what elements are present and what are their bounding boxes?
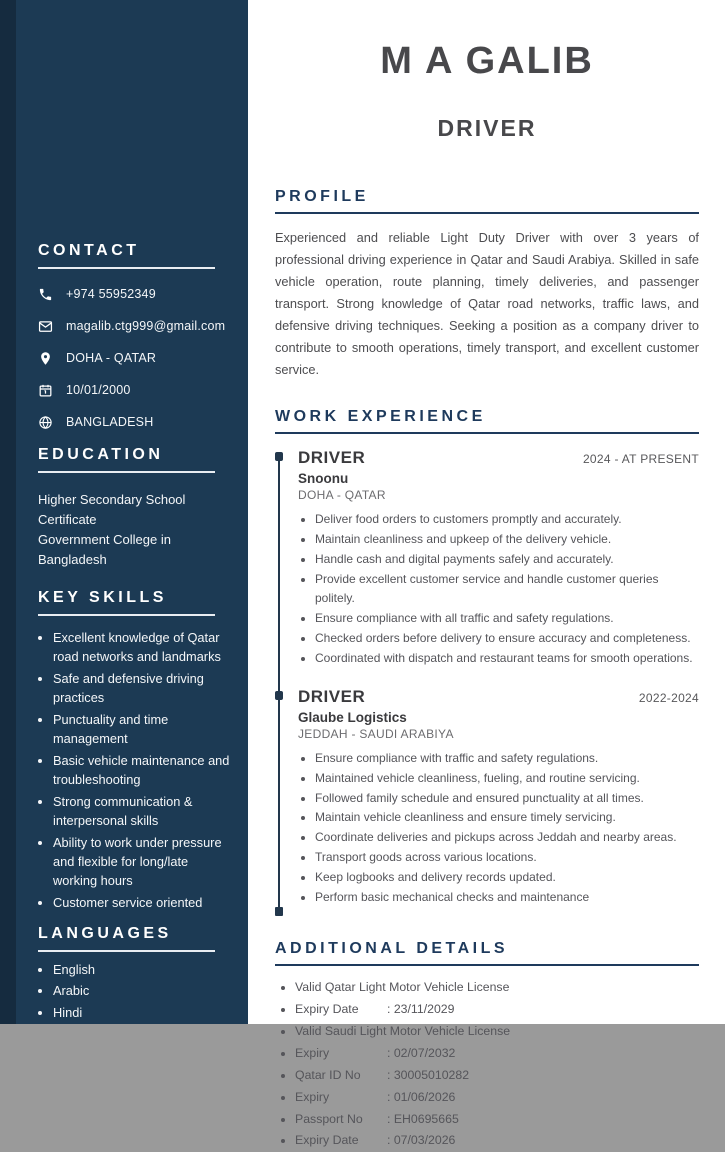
detail-item xyxy=(295,1130,699,1152)
job-duty: • Ensure compliance with all traffic and safety regulations. xyxy=(315,609,699,628)
profile-section-title: PROFILE xyxy=(275,188,369,205)
profile-section xyxy=(275,188,699,381)
job-duties-list xyxy=(298,510,699,668)
language-item: • Arabic xyxy=(53,982,230,1001)
job-location: JEDDAH - SAUDI ARABIYA xyxy=(298,726,454,741)
key-skills-section xyxy=(38,589,230,913)
detail-label: Valid Qatar Light Motor Vehicle License xyxy=(295,980,510,995)
education-line: Higher Secondary School Certificate xyxy=(38,492,186,527)
contact-section-title: CONTACT xyxy=(38,242,140,259)
languages-rule xyxy=(38,950,215,952)
key-skills-rule xyxy=(38,614,215,616)
skill-item: • Ability to work under pressure and flexible for long/late working hours xyxy=(53,834,230,890)
job-duty: • Keep logbooks and delivery records updated. xyxy=(315,868,699,887)
education-section-title: EDUCATION xyxy=(38,446,164,463)
globe-icon xyxy=(38,415,53,430)
job-header xyxy=(298,448,699,468)
skill-item: • Strong communication & interpersonal skills xyxy=(53,793,230,830)
location-icon xyxy=(38,351,53,366)
detail-value: : 07/03/2026 xyxy=(387,1133,456,1148)
work-experience-rule xyxy=(275,432,699,434)
contact-item-nationality xyxy=(38,414,230,430)
education-rule xyxy=(38,471,215,473)
skill-item: • Punctuality and time management xyxy=(53,711,230,748)
detail-item xyxy=(295,1065,699,1087)
detail-label: Expiry Date xyxy=(295,1133,359,1148)
contact-item-phone xyxy=(38,286,230,302)
contact-item-location xyxy=(38,350,230,366)
contact-item-email xyxy=(38,318,230,334)
detail-label: Expiry xyxy=(295,1089,330,1104)
job-location: DOHA - QATAR xyxy=(298,488,386,502)
detail-label: Expiry xyxy=(295,1045,330,1060)
detail-value: : 30005010282 xyxy=(387,1067,470,1082)
profile-text: Experienced and reliable Light Duty Driver with over 3 years of professional driving experience in Qatar and Saudi Arabiya. Skilled in safe vehicle operation, route planning, timely deliveries, and passenger transport. Strong knowledge of Qatar road networks, traffic laws, and defensive driving techniques. Seeking a position as a company driver to contribute to smooth operations, timely transport, and excellent customer service. xyxy=(275,230,699,377)
contact-birthdate-text: 10/01/2000 xyxy=(66,383,131,397)
key-skills-section-title: KEY SKILLS xyxy=(38,589,167,606)
detail-item xyxy=(295,1109,699,1131)
job-duty: • Coordinate deliveries and pickups across Jeddah and nearby areas. xyxy=(315,828,699,847)
skill-item: • Excellent knowledge of Qatar road networks and landmarks xyxy=(53,629,230,666)
contact-item-birthdate xyxy=(38,382,230,398)
email-icon xyxy=(38,319,53,334)
skill-item: • Safe and defensive driving practices xyxy=(53,670,230,707)
candidate-name: M A GALIB xyxy=(380,40,594,82)
languages-section xyxy=(38,925,230,1023)
job-title: DRIVER xyxy=(298,686,366,706)
detail-value: : 23/11/2029 xyxy=(387,1002,455,1017)
work-experience-section-title: WORK EXPERIENCE xyxy=(275,408,486,425)
job-period: 2024 - AT PRESENT xyxy=(582,452,699,466)
detail-label: Expiry Date xyxy=(295,1002,359,1017)
sidebar xyxy=(0,0,248,1024)
calendar-icon xyxy=(38,383,53,398)
detail-value: : EH0695665 xyxy=(387,1111,459,1126)
job-duty: • Perform basic mechanical checks and maintenance xyxy=(315,888,699,907)
contact-location-text: DOHA - QATAR xyxy=(66,351,157,365)
additional-details-list xyxy=(275,977,699,1152)
detail-item xyxy=(295,977,699,999)
job-duty: • Coordinated with dispatch and restaurant teams for smooth operations. xyxy=(315,649,699,668)
detail-label: Qatar ID No xyxy=(295,1067,361,1082)
timeline-end-marker xyxy=(275,907,283,916)
job-company: Snoonu xyxy=(298,471,349,486)
job-company: Glaube Logistics xyxy=(298,709,407,725)
jobs-timeline xyxy=(275,448,699,916)
job-duty: • Maintain cleanliness and upkeep of the delivery vehicle. xyxy=(315,530,699,549)
job-duty: • Handle cash and digital payments safely and accurately. xyxy=(315,550,699,569)
education-section xyxy=(38,446,230,569)
detail-item xyxy=(295,1043,699,1065)
contact-nationality-text: BANGLADESH xyxy=(66,415,154,429)
profile-rule xyxy=(275,212,699,214)
detail-label: Passport No xyxy=(295,1111,363,1126)
work-experience-section xyxy=(275,408,699,916)
detail-label: Valid Saudi Light Motor Vehicle License xyxy=(295,1024,511,1038)
skill-item: • Customer service oriented xyxy=(53,894,230,913)
skill-item: • Basic vehicle maintenance and troubleshooting xyxy=(53,752,230,789)
job-duty: • Deliver food orders to customers promptly and accurately. xyxy=(315,510,699,529)
detail-value: : 01/06/2026 xyxy=(387,1089,456,1104)
job-entry-glaube-logistics xyxy=(275,687,699,908)
contact-phone-text: +974 55952349 xyxy=(66,287,156,301)
job-duty: • Checked orders before delivery to ensure accuracy and completeness. xyxy=(315,629,699,648)
job-duty: • Followed family schedule and ensured punctuality at all times. xyxy=(315,789,699,808)
contact-rule xyxy=(38,267,215,269)
job-duty: • Maintained vehicle cleanliness, fueling, and routine servicing. xyxy=(315,769,699,788)
job-duty: • Transport goods across various locations. xyxy=(315,848,699,867)
timeline-marker xyxy=(275,691,283,700)
job-duties-list xyxy=(298,749,699,908)
languages-section-title: LANGUAGES xyxy=(38,924,172,942)
additional-details-section xyxy=(275,940,699,1152)
education-line: Government College in Bangladesh xyxy=(38,532,171,567)
languages-list xyxy=(38,961,230,1023)
candidate-role: DRIVER xyxy=(437,115,537,141)
timeline-marker xyxy=(275,452,283,461)
job-entry-snoonu xyxy=(275,448,699,668)
additional-details-section-title: ADDITIONAL DETAILS xyxy=(275,940,509,958)
sidebar-edge-strip xyxy=(0,0,16,1024)
detail-item xyxy=(295,999,699,1021)
main-content xyxy=(248,0,725,1148)
job-duty: • Ensure compliance with traffic and safety regulations. xyxy=(315,749,699,768)
job-title: DRIVER xyxy=(298,448,366,467)
additional-details-rule xyxy=(275,964,699,966)
phone-icon xyxy=(38,287,53,302)
job-duty: • Maintain vehicle cleanliness and ensure timely servicing. xyxy=(315,808,699,827)
language-item: • Hindi xyxy=(53,1004,230,1023)
detail-value: : 02/07/2032 xyxy=(387,1045,456,1060)
contact-email-text: magalib.ctg999@gmail.com xyxy=(66,319,226,333)
detail-item xyxy=(295,1021,699,1043)
job-header xyxy=(298,687,699,707)
language-item: • English xyxy=(53,961,230,980)
detail-item xyxy=(295,1087,699,1109)
key-skills-list xyxy=(38,629,230,913)
job-period: 2022-2024 xyxy=(638,690,699,705)
job-duty: • Provide excellent customer service and handle customer queries politely. xyxy=(315,570,699,608)
